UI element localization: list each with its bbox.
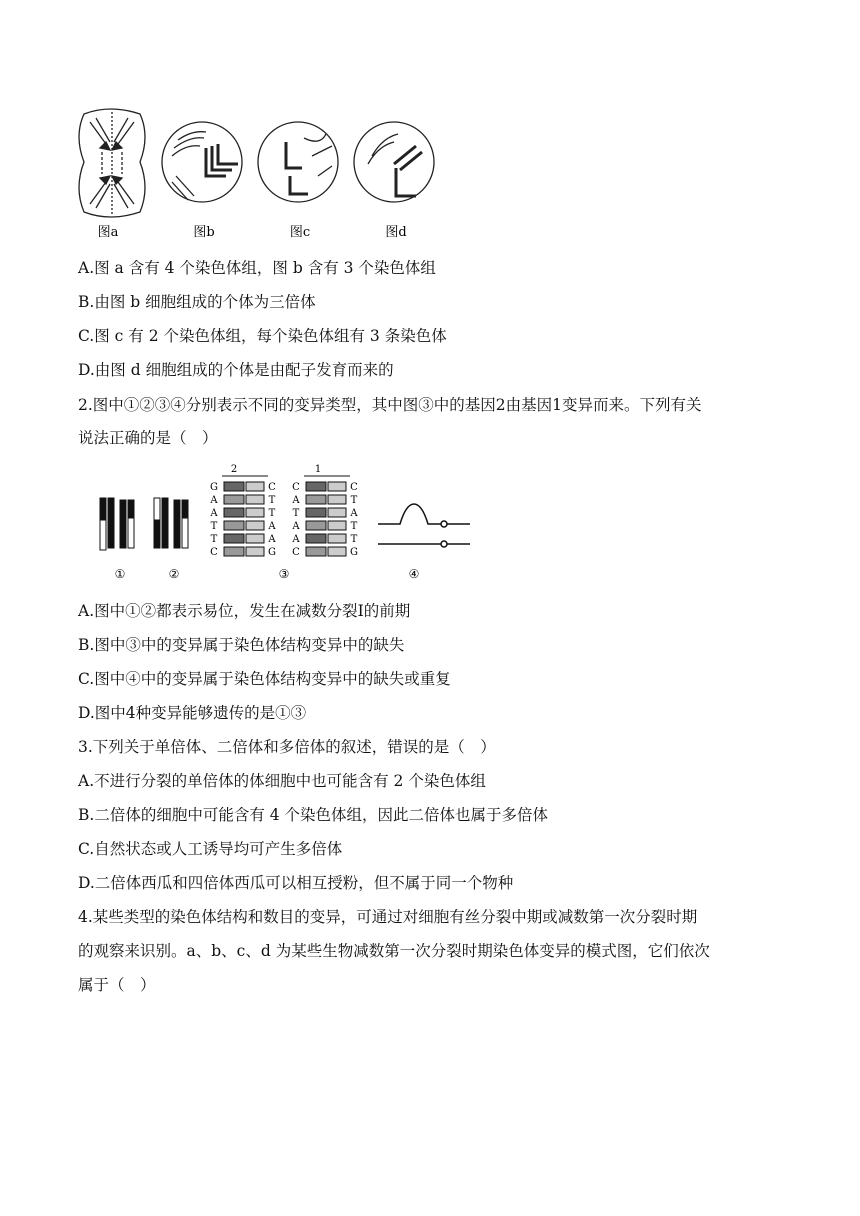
q3-stem: 3.下列关于单倍体、二倍体和多倍体的叙述，错误的是（ ） <box>78 738 496 756</box>
gene2-base-left: A <box>210 508 218 519</box>
q1-option-c: C.图 c 有 2 个染色体组，每个染色体组有 3 条染色体 <box>78 327 447 345</box>
gene1-base-left: C <box>292 482 300 493</box>
q4-stem-line1: 4.某些类型的染色体结构和数目的变异，可通过对细胞有丝分裂中期或减数第一次分裂时期 <box>78 908 698 926</box>
gene2-base-right: C <box>268 482 276 493</box>
gene2-pair-block <box>224 508 244 517</box>
gene1-base-right: G <box>350 547 358 558</box>
caption-b: 图b <box>193 225 215 240</box>
gene1-base-left: A <box>292 521 300 532</box>
gene1-base-right: T <box>350 534 358 545</box>
gene2-pair-block <box>246 521 264 530</box>
variation-2-diagram <box>154 498 188 548</box>
q4-stem-line2: 的观察来识别。a、b、c、d 为某些生物减数第一次分裂时期染色体变异的模式图，它们依次 <box>78 942 710 960</box>
gene1-pair-block <box>328 482 346 491</box>
q2-option-d: D.图中4种变异能够遗传的是①③ <box>78 704 307 722</box>
gene2-pair-block <box>224 495 244 504</box>
variation-3-diagram <box>209 464 358 558</box>
cell-c-diagram <box>258 122 338 202</box>
gene2-base-left: A <box>210 495 218 506</box>
q4-stem-line3: 属于（ ） <box>78 976 156 994</box>
gene2-base-right: T <box>268 495 276 506</box>
caption-3: ③ <box>278 567 290 581</box>
variation-4-diagram <box>378 504 470 547</box>
q3-option-c: C.自然状态或人工诱导均可产生多倍体 <box>78 840 343 858</box>
gene2-base-right: T <box>268 508 276 519</box>
q2-option-c: C.图中④中的变异属于染色体结构变异中的缺失或重复 <box>78 670 451 688</box>
gene2-pair-block <box>246 547 264 556</box>
gene2-base-right: G <box>268 547 276 558</box>
gene1-pair-block <box>328 508 346 517</box>
gene1-label: 1 <box>314 464 322 475</box>
gene1-pair-block <box>328 521 346 530</box>
gene2-pair-block <box>224 534 244 543</box>
gene1-pair-block <box>306 508 326 517</box>
q3-option-b: B.二倍体的细胞中可能含有 4 个染色体组，因此二倍体也属于多倍体 <box>78 806 549 824</box>
gene2-pair-block <box>224 547 244 556</box>
q1-option-b: B.由图 b 细胞组成的个体为三倍体 <box>78 293 316 311</box>
q3-option-d: D.二倍体西瓜和四倍体西瓜可以相互授粉，但不属于同一个物种 <box>78 874 514 892</box>
cell-b-diagram <box>162 122 242 202</box>
gene2-base-left: T <box>210 521 218 532</box>
gene1-base-right: T <box>350 521 358 532</box>
gene2-pair-block <box>246 534 264 543</box>
cell-a-diagram <box>79 109 145 217</box>
q3-option-a: A.不进行分裂的单倍体的体细胞中也可能含有 2 个染色体组 <box>78 772 486 790</box>
gene1-pair-block <box>328 547 346 556</box>
gene1-base-right: C <box>350 482 358 493</box>
q2-stem-line2: 说法正确的是（ ） <box>78 429 218 447</box>
gene1-pair-block <box>306 521 326 530</box>
caption-a: 图a <box>97 225 119 240</box>
figure-variation-types <box>92 464 472 586</box>
gene2-pair-block <box>224 521 244 530</box>
gene2-pair-block <box>246 495 264 504</box>
gene2-base-left: T <box>210 534 218 545</box>
q2-option-a: A.图中①②都表示易位，发生在减数分裂I的前期 <box>78 602 411 620</box>
gene2-pair-block <box>246 508 264 517</box>
gene2-base-right: A <box>268 521 276 532</box>
gene1-base-left: C <box>292 547 300 558</box>
gene2-pair-block <box>246 482 264 491</box>
gene1-pair-block <box>306 482 326 491</box>
variation-1-diagram <box>100 498 134 550</box>
caption-c: 图c <box>289 225 311 240</box>
caption-2: ② <box>168 567 180 581</box>
gene2-label: 2 <box>230 464 238 475</box>
gene1-pair-block <box>306 495 326 504</box>
caption-1: ① <box>114 567 126 581</box>
cell-d-diagram <box>354 122 434 202</box>
q2-stem-line1: 2.图中①②③④分别表示不同的变异类型，其中图③中的基因2由基因1变异而来。下列有关 <box>78 396 702 414</box>
gene1-base-right: A <box>350 508 358 519</box>
gene2-base-left: C <box>210 547 218 558</box>
gene1-base-left: A <box>292 495 300 506</box>
gene1-base-left: A <box>292 534 300 545</box>
gene1-pair-block <box>306 534 326 543</box>
figure-chromosome-sets <box>76 106 456 242</box>
q1-option-a: A.图 a 含有 4 个染色体组，图 b 含有 3 个染色体组 <box>78 259 436 277</box>
gene1-base-right: T <box>350 495 358 506</box>
gene2-base-right: A <box>268 534 276 545</box>
q2-option-b: B.图中③中的变异属于染色体结构变异中的缺失 <box>78 636 405 654</box>
gene1-base-left: T <box>292 508 300 519</box>
q1-option-d: D.由图 d 细胞组成的个体是由配子发育而来的 <box>78 361 394 379</box>
gene1-pair-block <box>328 495 346 504</box>
gene2-pair-block <box>224 482 244 491</box>
gene1-pair-block <box>306 547 326 556</box>
gene1-pair-block <box>328 534 346 543</box>
caption-4: ④ <box>408 567 420 581</box>
gene2-base-left: G <box>210 482 218 493</box>
caption-d: 图d <box>385 225 407 240</box>
